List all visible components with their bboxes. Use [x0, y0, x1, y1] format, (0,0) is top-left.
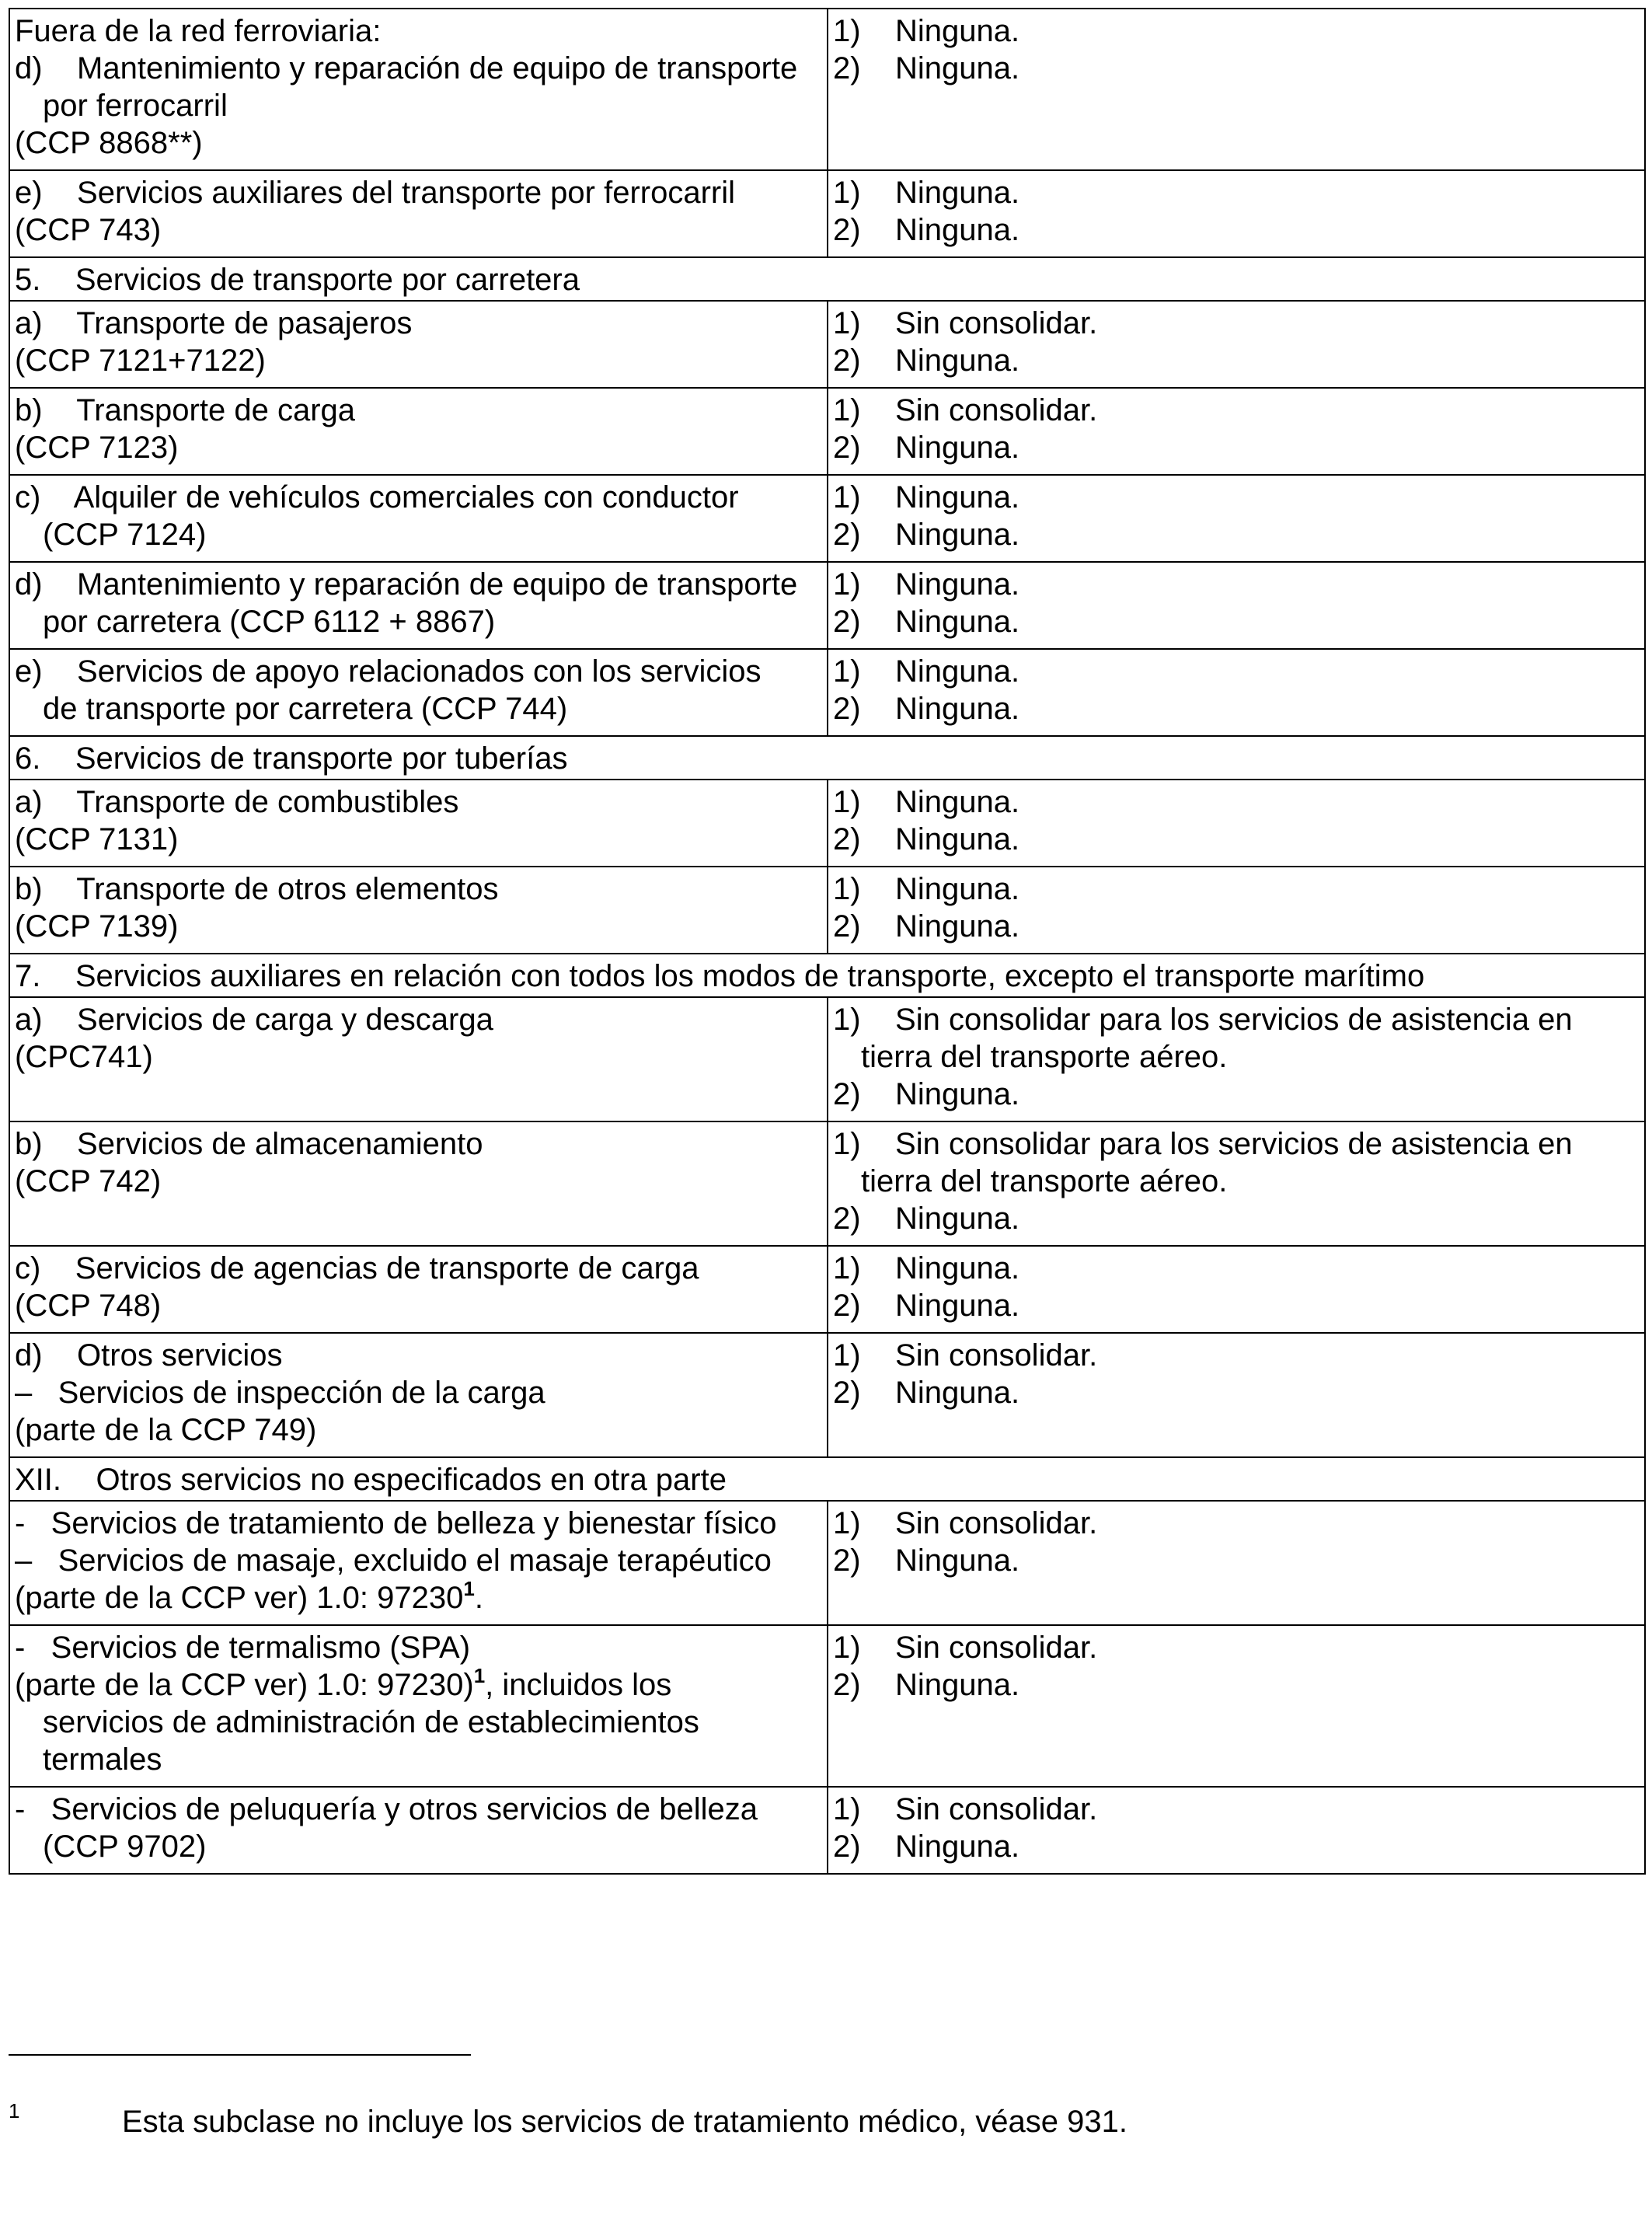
table-row	[9, 170, 1645, 257]
table-row	[9, 301, 1645, 388]
cell-line: a) Transporte de combustibles	[15, 785, 459, 819]
cell-line: - Servicios de peluquería y otros servicios de belleza	[15, 1792, 758, 1826]
table-row	[9, 649, 1645, 736]
cell-line: 1) Sin consolidar para los servicios de asistencia en	[833, 1127, 1573, 1161]
cell-line: c) Servicios de agencias de transporte de carga	[15, 1251, 699, 1285]
footnote-separator	[9, 2054, 471, 2056]
limitations-cell	[828, 1787, 1645, 1874]
sector-cell	[9, 1625, 828, 1787]
section-header-row	[9, 1457, 1645, 1501]
cell-line: e) Servicios de apoyo relacionados con los servicios	[15, 654, 762, 689]
sector-cell	[9, 475, 828, 562]
table-row	[9, 1333, 1645, 1457]
table-row	[9, 9, 1645, 170]
cell-line: (CPC741)	[15, 1040, 153, 1074]
cell-line: - Servicios de tratamiento de belleza y bienestar físico	[15, 1506, 777, 1540]
limitations-cell	[828, 1625, 1645, 1787]
cell-line: 2) Ninguna.	[833, 1077, 1020, 1111]
cell-line: a) Transporte de pasajeros	[15, 306, 413, 340]
cell-line: (CCP 748)	[15, 1289, 162, 1323]
sector-cell	[9, 1246, 828, 1333]
section-title: XII. Otros servicios no especificados en otra parte	[15, 1463, 727, 1497]
table-row	[9, 997, 1645, 1121]
cell-line: 1) Ninguna.	[833, 872, 1020, 906]
cell-line: por carretera (CCP 6112 + 8867)	[43, 605, 496, 639]
cell-line: 2) Ninguna.	[833, 605, 1020, 639]
section-header-row	[9, 736, 1645, 780]
limitations-cell	[828, 9, 1645, 170]
limitations-cell	[828, 780, 1645, 867]
table-row	[9, 1501, 1645, 1625]
sector-cell	[9, 649, 828, 736]
cell-line: (parte de la CCP ver) 1.0: 97230$^1$.	[15, 1576, 483, 1615]
cell-line: 1) Sin consolidar.	[833, 1631, 1098, 1665]
cell-line: 2) Ninguna.	[833, 344, 1020, 378]
limitations-cell	[828, 1246, 1645, 1333]
cell-line: 1) Ninguna.	[833, 567, 1020, 602]
limitations-cell	[828, 301, 1645, 388]
cell-line: 1) Sin consolidar.	[833, 393, 1098, 427]
cell-line: 2) Ninguna.	[833, 51, 1020, 85]
cell-line: 2) Ninguna.	[833, 1544, 1020, 1578]
cell-line: 1) Ninguna.	[833, 654, 1020, 689]
section-header-row	[9, 954, 1645, 997]
footnote-text: Esta subclase no incluye los servicios de tratamiento médico, véase 931.	[122, 2105, 1128, 2139]
cell-line: termales	[43, 1742, 162, 1777]
cell-line: 2) Ninguna.	[833, 692, 1020, 726]
sector-cell	[9, 1787, 828, 1874]
cell-line: d) Mantenimiento y reparación de equipo de transporte	[15, 567, 798, 602]
cell-line: 2) Ninguna.	[833, 213, 1020, 247]
cell-line: d) Otros servicios	[15, 1338, 283, 1373]
cell-line: 1) Ninguna.	[833, 176, 1020, 210]
limitations-cell	[828, 997, 1645, 1121]
cell-line: 1) Sin consolidar.	[833, 306, 1098, 340]
limitations-cell	[828, 1333, 1645, 1457]
footnote	[9, 2099, 1128, 2215]
cell-line: (CCP 7121+7122)	[15, 344, 266, 378]
cell-line: b) Transporte de otros elementos	[15, 872, 499, 906]
sector-cell	[9, 301, 828, 388]
limitations-cell	[828, 388, 1645, 475]
cell-line: 2) Ninguna.	[833, 909, 1020, 944]
table-row	[9, 1787, 1645, 1874]
sector-cell	[9, 170, 828, 257]
cell-line: c) Alquiler de vehículos comerciales con conductor	[15, 480, 739, 515]
cell-line: 2) Ninguna.	[833, 822, 1020, 856]
table-row	[9, 1625, 1645, 1787]
cell-line: - Servicios de termalismo (SPA)	[15, 1631, 471, 1665]
cell-line: (parte de la CCP 749)	[15, 1413, 317, 1447]
cell-line: de transporte por carretera (CCP 744)	[43, 692, 568, 726]
cell-line: tierra del transporte aéreo.	[861, 1164, 1228, 1198]
section-title: 5. Servicios de transporte por carretera	[15, 263, 580, 297]
table-row	[9, 475, 1645, 562]
cell-line: 1) Ninguna.	[833, 480, 1020, 515]
section-title: 7. Servicios auxiliares en relación con todos los modos de transporte, excepto el transporte marítimo	[15, 959, 1425, 993]
cell-line: (CCP 7124)	[43, 518, 207, 552]
cell-line: 2) Ninguna.	[833, 1289, 1020, 1323]
cell-line: servicios de administración de establecimientos	[43, 1705, 699, 1739]
table-row	[9, 1246, 1645, 1333]
footnote-mark: 1	[9, 2099, 20, 2123]
cell-line: (CCP 9702)	[43, 1830, 207, 1864]
table-row	[9, 1121, 1645, 1246]
sector-cell	[9, 780, 828, 867]
limitations-cell	[828, 170, 1645, 257]
sector-cell	[9, 1501, 828, 1625]
cell-line: – Servicios de inspección de la carga	[15, 1376, 545, 1410]
sector-cell	[9, 997, 828, 1121]
sector-cell	[9, 388, 828, 475]
cell-line: (CCP 7123)	[15, 431, 179, 465]
section-header-cell	[9, 736, 1645, 780]
section-header-row	[9, 257, 1645, 301]
section-header-cell	[9, 954, 1645, 997]
sector-cell	[9, 1333, 828, 1457]
limitations-cell	[828, 562, 1645, 649]
cell-line: 1) Ninguna.	[833, 1251, 1020, 1285]
section-title: 6. Servicios de transporte por tuberías	[15, 741, 568, 776]
cell-line: – Servicios de masaje, excluido el masaje terapéutico	[15, 1544, 772, 1578]
cell-line: Fuera de la red ferroviaria:	[15, 14, 382, 48]
section-header-cell	[9, 257, 1645, 301]
cell-line: b) Servicios de almacenamiento	[15, 1127, 483, 1161]
cell-line: (CCP 742)	[15, 1164, 162, 1198]
sector-cell	[9, 1121, 828, 1246]
cell-line: (parte de la CCP ver) 1.0: 97230)$^1$, incluidos los	[15, 1663, 672, 1702]
cell-line: 2) Ninguna.	[833, 1668, 1020, 1702]
cell-line: 1) Ninguna.	[833, 785, 1020, 819]
commitments-table	[9, 8, 1646, 1875]
cell-line: (CCP 7131)	[15, 822, 179, 856]
sector-cell	[9, 562, 828, 649]
cell-line: 2) Ninguna.	[833, 1830, 1020, 1864]
cell-line: 2) Ninguna.	[833, 431, 1020, 465]
limitations-cell	[828, 649, 1645, 736]
cell-line: 1) Sin consolidar.	[833, 1792, 1098, 1826]
commitments-table-body	[9, 9, 1645, 1874]
sector-cell	[9, 867, 828, 954]
cell-line: 2) Ninguna.	[833, 1376, 1020, 1410]
section-header-cell	[9, 1457, 1645, 1501]
table-row	[9, 388, 1645, 475]
table-row	[9, 867, 1645, 954]
cell-line: (CCP 743)	[15, 213, 162, 247]
sector-cell	[9, 9, 828, 170]
limitations-cell	[828, 867, 1645, 954]
limitations-cell	[828, 475, 1645, 562]
cell-line: 1) Ninguna.	[833, 14, 1020, 48]
cell-line: por ferrocarril	[43, 89, 228, 123]
cell-line: b) Transporte de carga	[15, 393, 356, 427]
table-row	[9, 562, 1645, 649]
cell-line: (CCP 7139)	[15, 909, 179, 944]
cell-line: 1) Sin consolidar.	[833, 1338, 1098, 1373]
cell-line: (CCP 8868**)	[15, 126, 203, 160]
table-row	[9, 780, 1645, 867]
limitations-cell	[828, 1501, 1645, 1625]
cell-line: tierra del transporte aéreo.	[861, 1040, 1228, 1074]
cell-line: e) Servicios auxiliares del transporte por ferrocarril	[15, 176, 736, 210]
cell-line: 2) Ninguna.	[833, 518, 1020, 552]
cell-line: 1) Sin consolidar para los servicios de asistencia en	[833, 1003, 1573, 1037]
cell-line: d) Mantenimiento y reparación de equipo de transporte	[15, 51, 798, 85]
cell-line: 2) Ninguna.	[833, 1202, 1020, 1236]
limitations-cell	[828, 1121, 1645, 1246]
cell-line: a) Servicios de carga y descarga	[15, 1003, 493, 1037]
cell-line: 1) Sin consolidar.	[833, 1506, 1098, 1540]
